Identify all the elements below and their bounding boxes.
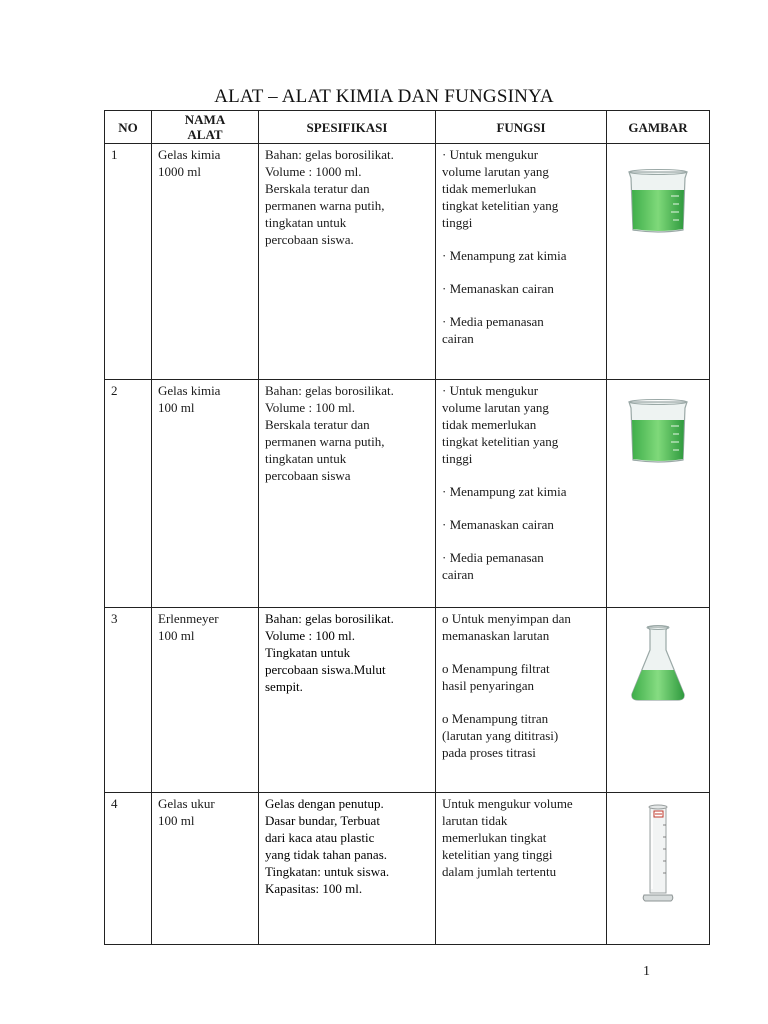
header-nama-line1: NAMA — [184, 112, 226, 127]
row-spec-cell — [259, 793, 436, 945]
row-no-cell — [105, 608, 152, 793]
spec-line: Volume : 100 ml. — [265, 400, 356, 415]
fungsi-item — [442, 247, 600, 264]
spec-line: Dasar bundar, Terbuat — [265, 813, 380, 828]
fungsi-line: cairan — [442, 567, 474, 582]
fungsi-line: tingkat ketelitian yang — [442, 434, 559, 449]
table-row — [105, 380, 710, 608]
spec-line: Tingkatan untuk — [265, 645, 351, 660]
row-fungsi-cell — [436, 793, 607, 945]
fungsi-line: pada proses titrasi — [442, 745, 536, 760]
row-name-line2: 100 ml — [158, 400, 195, 415]
fungsi-line: · Menampung zat kimia — [442, 248, 567, 263]
fungsi-line: · Untuk mengukur — [442, 383, 539, 398]
fungsi-line: ketelitian yang tinggi — [442, 847, 553, 862]
erlenmeyer-flask-icon — [628, 624, 688, 704]
fungsi-line: o Menampung filtrat — [442, 661, 550, 676]
page-number: 1 — [643, 964, 650, 979]
fungsi-line: · Memanaskan cairan — [442, 517, 554, 532]
graduated-cylinder-icon — [638, 803, 678, 905]
table-row — [105, 793, 710, 945]
fungsi-line: volume larutan yang — [442, 164, 549, 179]
spec-line: percobaan siswa.Mulut — [265, 662, 386, 677]
fungsi-line: o Untuk menyimpan dan — [442, 611, 571, 626]
row-image-cell — [607, 144, 710, 380]
fungsi-item — [442, 660, 600, 694]
fungsi-line: · Memanaskan cairan — [442, 281, 554, 296]
fungsi-item — [442, 516, 600, 533]
row-no-cell — [105, 380, 152, 608]
row-no-cell — [105, 144, 152, 380]
page-title: ALAT – ALAT KIMIA DAN FUNGSINYA — [214, 86, 554, 107]
row-image-cell — [607, 380, 710, 608]
fungsi-line: hasil penyaringan — [442, 678, 535, 693]
table-row — [105, 144, 710, 380]
beaker-green-icon — [623, 166, 693, 236]
beaker-green-icon — [623, 396, 693, 466]
fungsi-line: · Untuk mengukur — [442, 147, 539, 162]
fungsi-line: o Menampung titran — [442, 711, 549, 726]
spec-line: Bahan: gelas borosilikat. — [265, 383, 394, 398]
fungsi-item — [442, 313, 600, 347]
row-name-cell — [152, 144, 259, 380]
fungsi-line: tidak memerlukan — [442, 417, 537, 432]
row-spec-cell — [259, 608, 436, 793]
fungsi-line: tidak memerlukan — [442, 181, 537, 196]
row-name-line2: 100 ml — [158, 813, 195, 828]
header-nama-line2: ALAT — [187, 127, 223, 142]
spec-line: percobaan siswa. — [265, 232, 354, 247]
row-name-cell — [152, 793, 259, 945]
row-name-cell — [152, 380, 259, 608]
spec-line: permanen warna putih, — [265, 434, 385, 449]
spec-line: sempit. — [265, 679, 303, 694]
spec-line: Volume : 100 ml. — [265, 628, 356, 643]
row-fungsi-cell — [436, 144, 607, 380]
spec-line: Berskala teratur dan — [265, 417, 370, 432]
fungsi-line: (larutan yang dititrasi) — [442, 728, 559, 743]
row-name-line1: Gelas kimia — [158, 383, 221, 398]
fungsi-line: tinggi — [442, 215, 473, 230]
equipment-table — [104, 110, 710, 945]
spec-line: dari kaca atau plastic — [265, 830, 375, 845]
fungsi-line: cairan — [442, 331, 474, 346]
row-name-line2: 100 ml — [158, 628, 195, 643]
fungsi-line: larutan tidak — [442, 813, 508, 828]
fungsi-item — [442, 280, 600, 297]
header-no: NO — [105, 111, 152, 144]
spec-line: permanen warna putih, — [265, 198, 385, 213]
row-no: 3 — [111, 611, 118, 626]
row-name-line2: 1000 ml — [158, 164, 201, 179]
row-fungsi-cell — [436, 380, 607, 608]
spec-line: Kapasitas: 100 ml. — [265, 881, 363, 896]
spec-line: Berskala teratur dan — [265, 181, 370, 196]
row-no-cell — [105, 793, 152, 945]
row-no: 4 — [111, 796, 118, 811]
fungsi-item — [442, 549, 600, 583]
fungsi-line: · Media pemanasan — [442, 314, 544, 329]
fungsi-line: memerlukan tingkat — [442, 830, 547, 845]
spec-line: Volume : 1000 ml. — [265, 164, 362, 179]
header-spesifikasi: SPESIFIKASI — [259, 111, 436, 144]
row-name-cell — [152, 608, 259, 793]
spec-line: yang tidak tahan panas. — [265, 847, 388, 862]
header-gambar: GAMBAR — [607, 111, 710, 144]
fungsi-line: Untuk mengukur volume — [442, 796, 573, 811]
fungsi-item — [442, 483, 600, 500]
row-no: 1 — [111, 147, 118, 162]
fungsi-line: dalam jumlah tertentu — [442, 864, 557, 879]
fungsi-line: volume larutan yang — [442, 400, 549, 415]
row-image-cell — [607, 608, 710, 793]
fungsi-item — [442, 710, 600, 761]
fungsi-line: tingkat ketelitian yang — [442, 198, 559, 213]
spec-line: Bahan: gelas borosilikat. — [265, 147, 394, 162]
row-name-line1: Erlenmeyer — [158, 611, 219, 626]
spec-line: Bahan: gelas borosilikat. — [265, 611, 394, 626]
row-fungsi-cell — [436, 608, 607, 793]
row-name-line1: Gelas ukur — [158, 796, 215, 811]
row-spec-cell — [259, 380, 436, 608]
header-nama — [152, 111, 259, 144]
spec-line: Tingkatan: untuk siswa. — [265, 864, 390, 879]
fungsi-item — [442, 610, 600, 644]
row-no: 2 — [111, 383, 118, 398]
spec-line: percobaan siswa — [265, 468, 351, 483]
fungsi-item — [442, 382, 600, 467]
fungsi-line: memanaskan larutan — [442, 628, 550, 643]
fungsi-line: · Menampung zat kimia — [442, 484, 567, 499]
header-fungsi: FUNGSI — [436, 111, 607, 144]
spec-line: Gelas dengan penutup. — [265, 796, 384, 811]
fungsi-item — [442, 795, 600, 880]
spec-line: tingkatan untuk — [265, 215, 347, 230]
header-row — [105, 111, 710, 144]
row-spec-cell — [259, 144, 436, 380]
spec-line: tingkatan untuk — [265, 451, 347, 466]
fungsi-line: · Media pemanasan — [442, 550, 544, 565]
table-row — [105, 608, 710, 793]
row-name-line1: Gelas kimia — [158, 147, 221, 162]
row-image-cell — [607, 793, 710, 945]
fungsi-item — [442, 146, 600, 231]
fungsi-line: tinggi — [442, 451, 473, 466]
